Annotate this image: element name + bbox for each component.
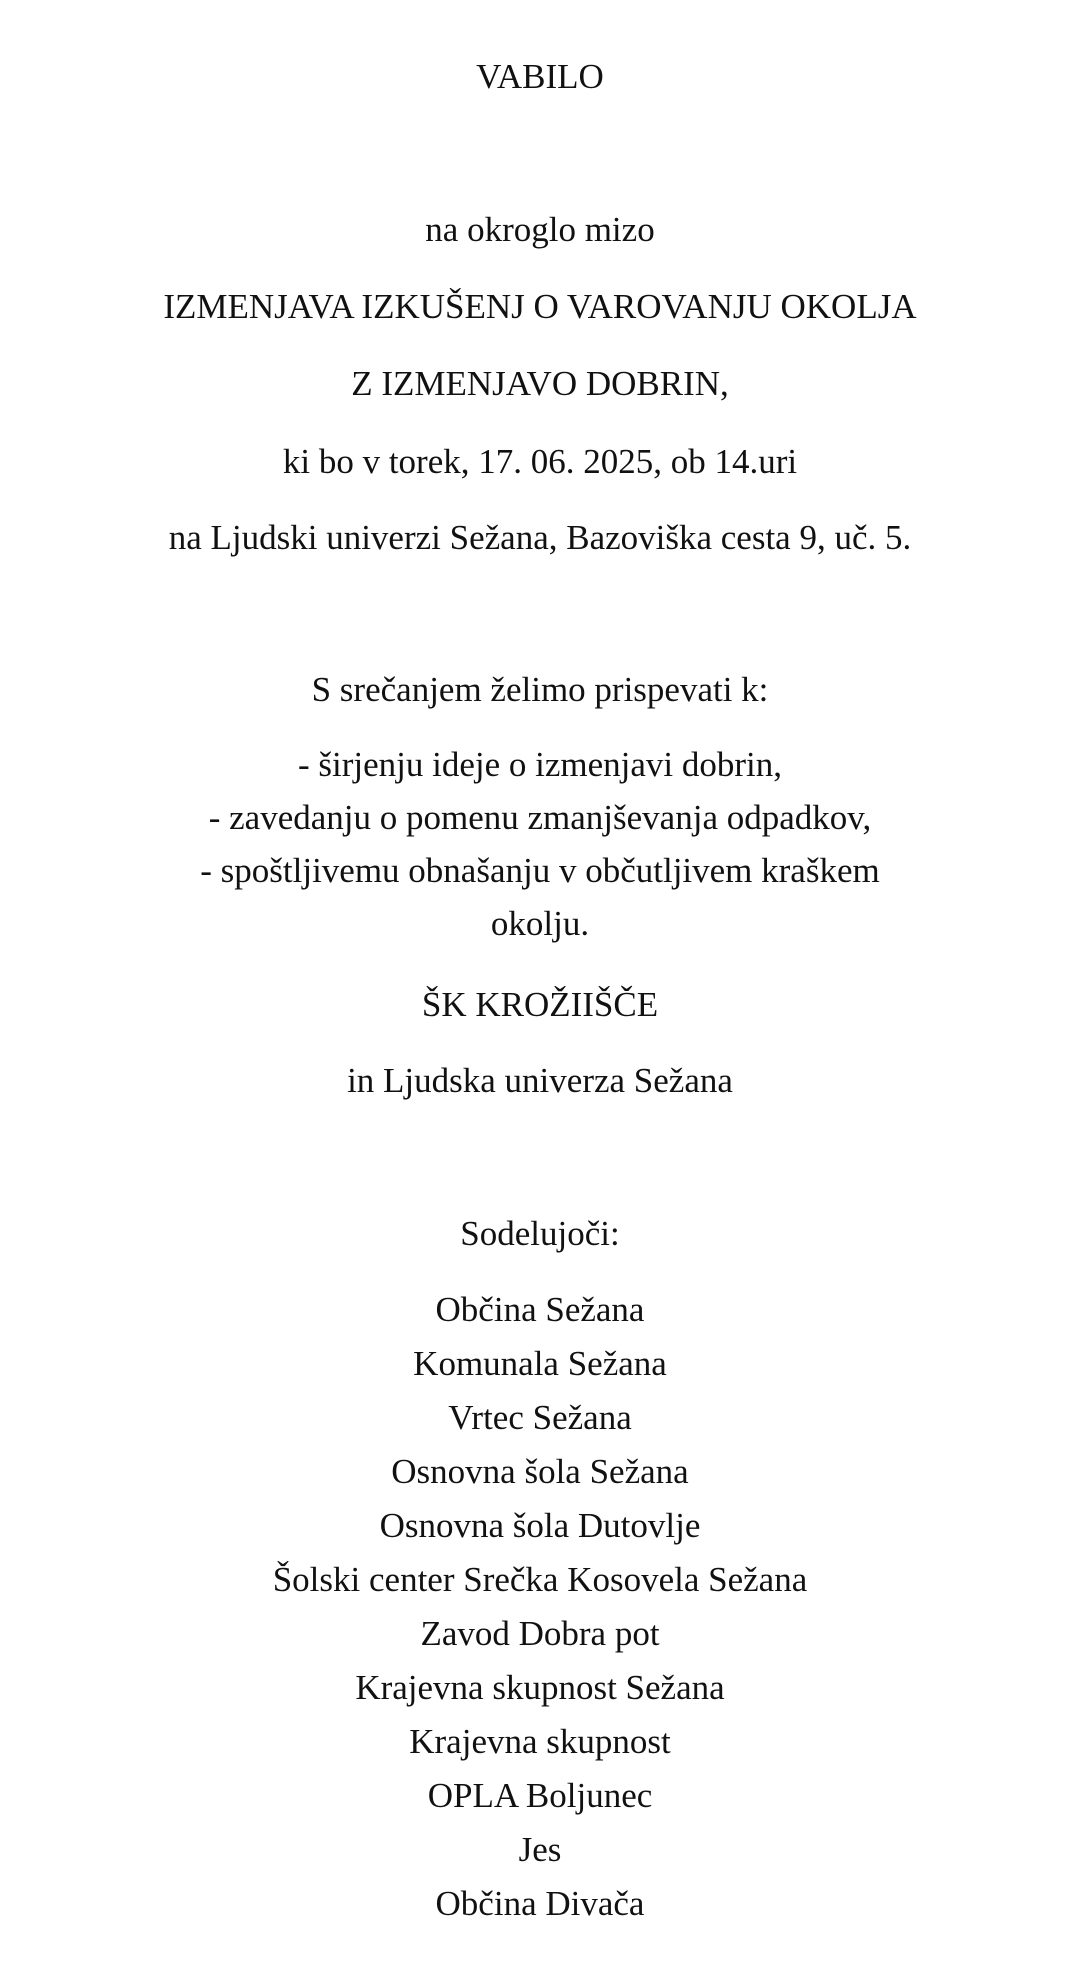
document-title: VABILO xyxy=(476,57,604,96)
event-location: na Ljudski univerzi Sežana, Bazoviška cesta 9, uč. 5. xyxy=(168,518,912,557)
participant-item: Občina Sežana xyxy=(435,1290,645,1329)
participant-item: Jes xyxy=(518,1830,562,1869)
goal-item: - zavedanju o pomenu zmanjševanja odpadkov, xyxy=(208,798,872,837)
intro-text: na okroglo mizo xyxy=(425,210,655,249)
goals-list xyxy=(0,738,1080,950)
participant-item: Šolski center Srečka Kosovela Sežana xyxy=(272,1560,808,1599)
participant-item: Krajevna skupnost Sežana xyxy=(355,1668,725,1707)
participant-item: Zavod Dobra pot xyxy=(420,1614,660,1653)
co-organizer-name: in Ljudska univerza Sežana xyxy=(347,1061,733,1100)
participant-item: Krajevna skupnost xyxy=(409,1722,671,1761)
participant-item: Osnovna šola Sežana xyxy=(391,1452,689,1491)
participant-item: Osnovna šola Dutovlje xyxy=(379,1506,701,1545)
event-date-time: ki bo v torek, 17. 06. 2025, ob 14.uri xyxy=(282,442,798,481)
goal-item: okolju. xyxy=(490,904,590,943)
participant-item: OPLA Boljunec xyxy=(427,1776,653,1815)
goal-item: - širjenju ideje o izmenjavi dobrin, xyxy=(297,745,783,784)
event-title-line-1: IZMENJAVA IZKUŠENJ O VAROVANJU OKOLJA xyxy=(163,287,917,326)
goal-item: - spoštljivemu obnašanju v občutljivem kraškem xyxy=(200,851,880,890)
organizer-name: ŠK KROŽIIŠČE xyxy=(421,985,659,1024)
participants-list xyxy=(0,1283,1080,1931)
participants-heading: Sodelujoči: xyxy=(460,1214,620,1253)
participant-item: Vrtec Sežana xyxy=(448,1398,632,1437)
goals-heading: S srečanjem želimo prispevati k: xyxy=(311,670,769,709)
participant-item: Občina Divača xyxy=(435,1884,645,1923)
participant-item: Komunala Sežana xyxy=(413,1344,667,1383)
event-title-line-2: Z IZMENJAVO DOBRIN, xyxy=(351,364,729,403)
